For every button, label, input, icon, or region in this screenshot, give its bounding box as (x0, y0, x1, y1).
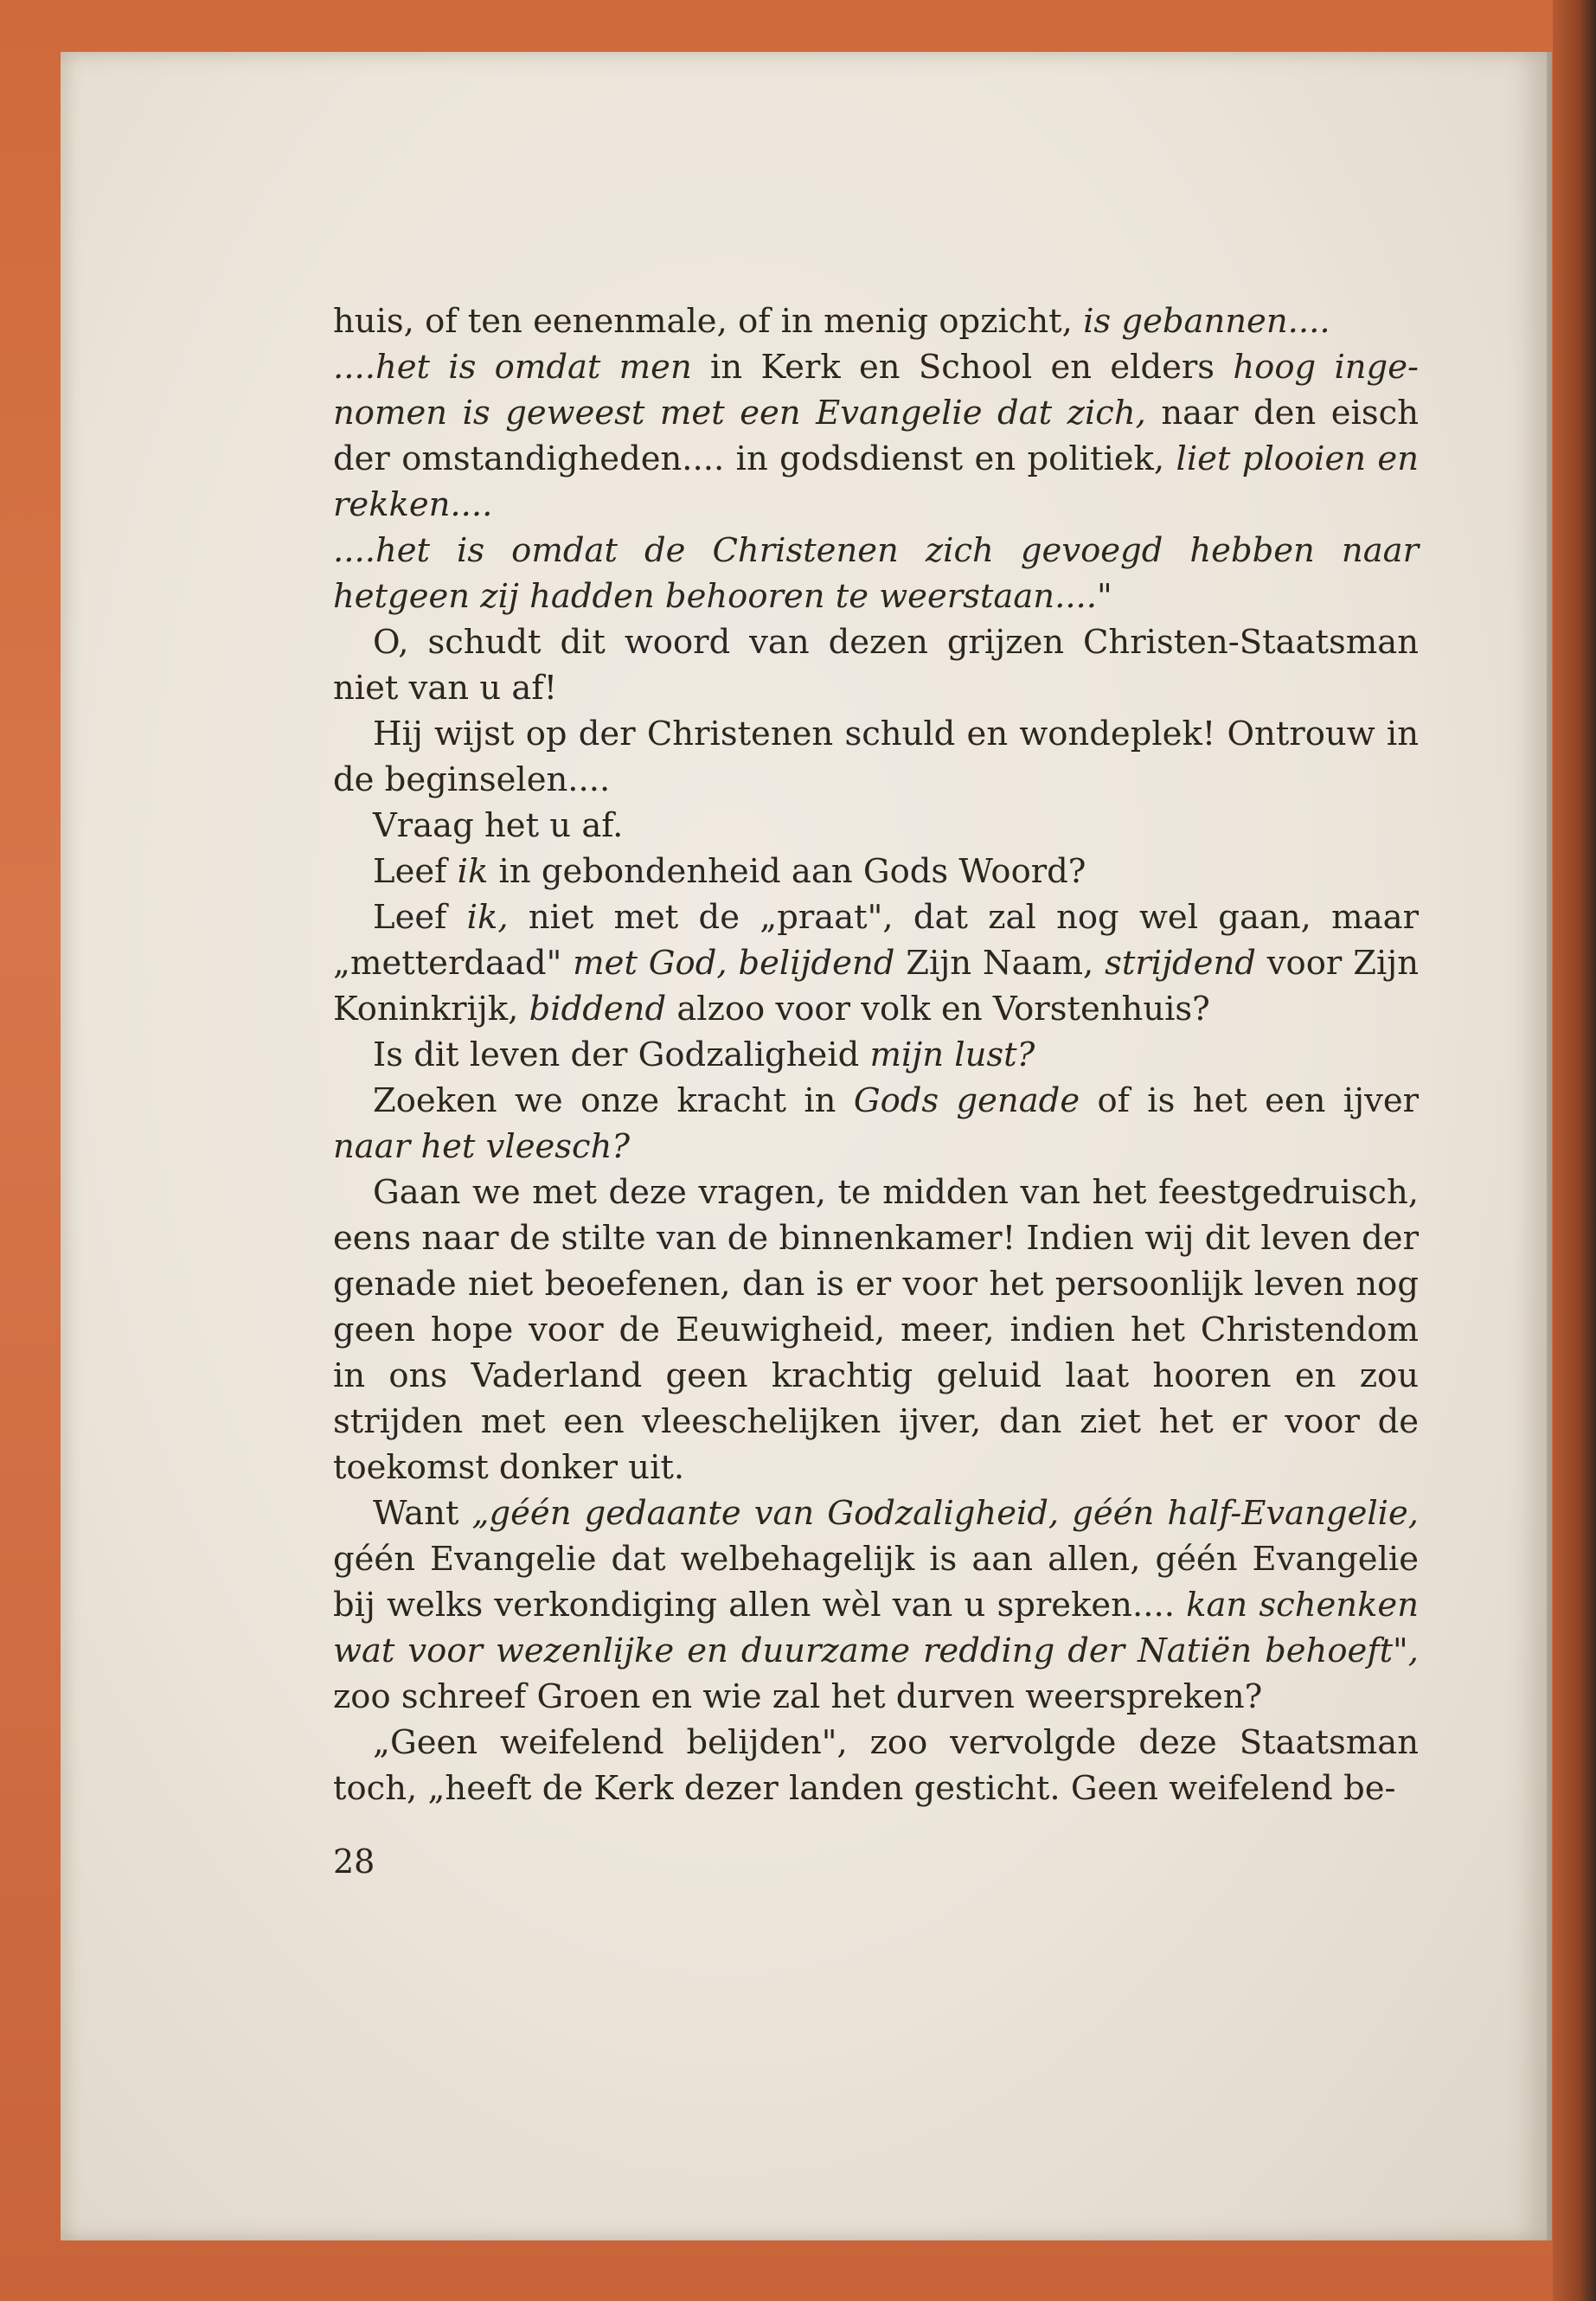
italic-text: liet plooien en rekken.... (333, 439, 1419, 524)
text-span: „Geen weifelend belijden", zoo vervolgde deze Staatsman toch, „heeft de Kerk dezer landen gesticht. Geen weifelend be- (333, 1723, 1419, 1808)
italic-text: „géén gedaante van Godzaligheid, géén half-Evangelie, (471, 1494, 1419, 1533)
italic-text: Gods genade (853, 1081, 1080, 1120)
text-span: Is dit leven der Godzaligheid (373, 1035, 870, 1074)
text-span: naar den eisch der omstandigheden.... in godsdienst en politiek, (333, 394, 1419, 478)
text-span: Leef (373, 852, 458, 891)
paragraph (333, 1078, 1419, 1170)
italic-text: is gebannen.... (1083, 302, 1330, 341)
italic-text: mijn lust? (869, 1035, 1035, 1074)
text-span: of is het een ijver (1080, 1081, 1420, 1120)
italic-text: ik, (466, 898, 509, 937)
italic-text: ik (457, 852, 489, 891)
text-span: géén Evangelie dat welbehagelijk is aan allen, géén Evangelie bij welks verkondiging allen wèl van u spreken.... (333, 1540, 1419, 1625)
paragraph (333, 1720, 1419, 1811)
text-span: Zijn Naam, (894, 944, 1106, 983)
text-span: Want (373, 1494, 472, 1533)
text-span: Gaan we met deze vragen, te midden van het feestgedruisch, eens naar de stilte van de binnenkamer! Indien wij dit leven der genade niet beoefenen, dan is er voor het persoonlijk leven nog geen hope voor de Eeuwigheid, meer, indien het Christendom in ons Vaderland geen krachtig geluid laat hooren en zou strijden met een vleeschelijken ijver, dan ziet het er voor de toekomst donker uit. (333, 1173, 1419, 1487)
paragraph (333, 803, 1419, 849)
text-span: niet met de „praat", dat zal nog wel gaan, maar „metterdaad" (333, 898, 1419, 983)
paragraph (333, 1032, 1419, 1078)
text-span: Vraag het u af. (373, 806, 624, 845)
text-span: in gebondenheid aan Gods Woord? (488, 852, 1086, 891)
page-text (333, 298, 1419, 1811)
paragraph (333, 711, 1419, 803)
paragraph (333, 298, 1419, 344)
paragraph (333, 619, 1419, 711)
paragraph (333, 894, 1419, 1032)
italic-text: ....het is omdat men (333, 348, 692, 387)
text-span: Hij wijst op der Christenen schuld en wondeplek! Ontrouw in de beginselen.... (333, 715, 1419, 799)
page-number: 28 (333, 1843, 375, 1881)
text-span: O, schudt dit woord van dezen grijzen Christen-Staatsman niet van u af! (333, 623, 1419, 708)
paragraph (333, 344, 1419, 528)
paragraph (333, 1490, 1419, 1720)
paragraph (333, 1170, 1419, 1490)
italic-text: hoog ingenomen is geweest met een Evangelie dat zich, (333, 348, 1419, 433)
book-spine-edge (1553, 0, 1596, 2301)
text-span: alzoo voor volk en Vorstenhuis? (666, 990, 1210, 1029)
text-span: Zoeken we onze kracht in (373, 1081, 854, 1120)
text-span: Leef (373, 898, 467, 937)
italic-text: met God, belijdend (573, 944, 895, 983)
text-span: in Kerk en School en elders (691, 348, 1234, 387)
italic-text: strijdend (1105, 944, 1256, 983)
paragraph (333, 528, 1419, 619)
italic-text: biddend (529, 990, 667, 1029)
italic-text: ....het is omdat de Christenen zich gevoegd hebben naar hetgeen zij hadden behooren te weerstaan...." (333, 531, 1419, 616)
italic-text: naar het vleesch? (333, 1127, 631, 1166)
text-span: voor Zijn Koninkrijk, (333, 944, 1419, 1029)
paragraph (333, 849, 1419, 894)
text-span: huis, of ten eenenmale, of in menig opzicht, (333, 302, 1084, 341)
text-span: zoo schreef Groen en wie zal het durven weerspreken? (333, 1677, 1263, 1716)
italic-text: kan schenken wat voor wezenlijke en duurzame redding der Natiën behoeft", (333, 1586, 1419, 1670)
